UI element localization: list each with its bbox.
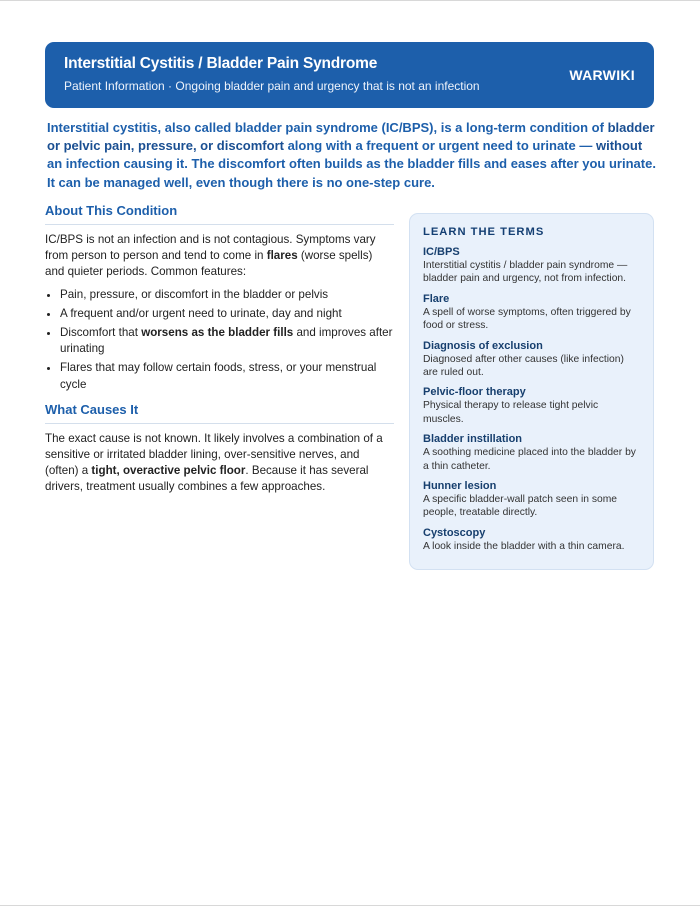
causes-paragraph	[45, 431, 394, 496]
page-title: Interstitial Cystitis / Bladder Pain Syndrome	[64, 55, 378, 72]
term-definition: A look inside the bladder with a thin camera.	[423, 540, 625, 552]
about-heading: About This Condition	[45, 203, 394, 225]
list-item	[60, 360, 394, 392]
term-name: Bladder instillation	[423, 433, 523, 446]
main-column	[45, 203, 394, 496]
glossary-term	[423, 245, 640, 286]
brand-logo: WARWIKI	[569, 67, 635, 83]
causes-bold: tight, overactive pelvic floor	[91, 464, 246, 478]
features-list	[45, 287, 394, 393]
glossary-title: LEARN THE TERMS	[423, 226, 545, 238]
intro-emphasis-1: bladder or pelvic pain, pressure, or discomfort	[47, 120, 655, 154]
causes-text-1: The exact cause is not known. It likely involves a combination of a sensitive or irritated bladder lining, over-sensitive nerves, and (often) a	[45, 431, 383, 478]
term-definition: A spell of worse symptoms, often triggered by food or stress.	[423, 306, 631, 332]
glossary-term	[423, 339, 640, 380]
glossary-panel	[409, 213, 654, 570]
list-item-text: Flares that may follow certain foods, stress, or your menstrual cycle	[60, 361, 377, 391]
list-item	[60, 325, 394, 357]
intro-text-2: along with a frequent or urgent need to urinate —	[283, 138, 596, 154]
term-definition: Diagnosed after other causes (like infection) are ruled out.	[423, 353, 624, 379]
glossary-term	[423, 385, 640, 426]
page-subtitle: Patient Information · Ongoing bladder pain and urgency that is not an infection	[64, 79, 480, 93]
list-item	[60, 287, 394, 303]
list-item-text: and improves after urinating	[60, 326, 393, 356]
intro-emphasis-2: without	[595, 138, 643, 154]
term-definition: Physical therapy to release tight pelvic muscles.	[423, 400, 599, 425]
glossary-term	[423, 432, 640, 473]
list-item-bold: worsens as the bladder fills	[141, 326, 294, 340]
intro-paragraph	[47, 119, 657, 192]
about-paragraph	[45, 232, 394, 281]
term-name: Cystoscopy	[423, 526, 486, 539]
list-item-text: Discomfort that	[60, 326, 142, 340]
list-item-text: Pain, pressure, or discomfort in the bladder or pelvis	[60, 287, 329, 301]
causes-text-2: . Because it has several drivers, treatment usually combines a few approaches.	[45, 464, 369, 494]
intro-text-3: an infection causing it. The discomfort often builds as the bladder fills and eases after you urinate. It can be managed well, even though there is no one-step cure.	[47, 156, 656, 190]
header-banner	[45, 42, 654, 108]
term-definition: A soothing medicine placed into the bladder by a thin catheter.	[423, 447, 636, 472]
term-definition: Interstitial cystitis / bladder pain syndrome — bladder pain and urgency, not from infection.	[423, 260, 628, 285]
term-name: Hunner lesion	[423, 480, 497, 493]
glossary-term	[423, 479, 640, 520]
about-text-2: (worse spells) and quieter periods. Common features:	[45, 249, 373, 279]
term-definition: A specific bladder-wall patch seen in some people, treatable directly.	[423, 494, 618, 519]
list-item	[60, 306, 394, 322]
causes-heading: What Causes It	[45, 402, 394, 424]
term-name: Flare	[423, 292, 450, 305]
glossary-term	[423, 292, 640, 333]
glossary-term	[423, 526, 640, 553]
about-bold: flares	[266, 249, 298, 263]
about-text-1: IC/BPS is not an infection and is not contagious. Symptoms vary from person to person and tend to come in	[45, 233, 376, 263]
term-name: IC/BPS	[423, 246, 460, 258]
term-name: Pelvic-floor therapy	[423, 386, 526, 399]
intro-text-1: Interstitial cystitis, also called bladder pain syndrome (IC/BPS), is a long-term condition of	[47, 120, 608, 135]
term-name: Diagnosis of exclusion	[423, 339, 543, 352]
list-item-text: A frequent and/or urgent need to urinate, day and night	[60, 306, 342, 320]
